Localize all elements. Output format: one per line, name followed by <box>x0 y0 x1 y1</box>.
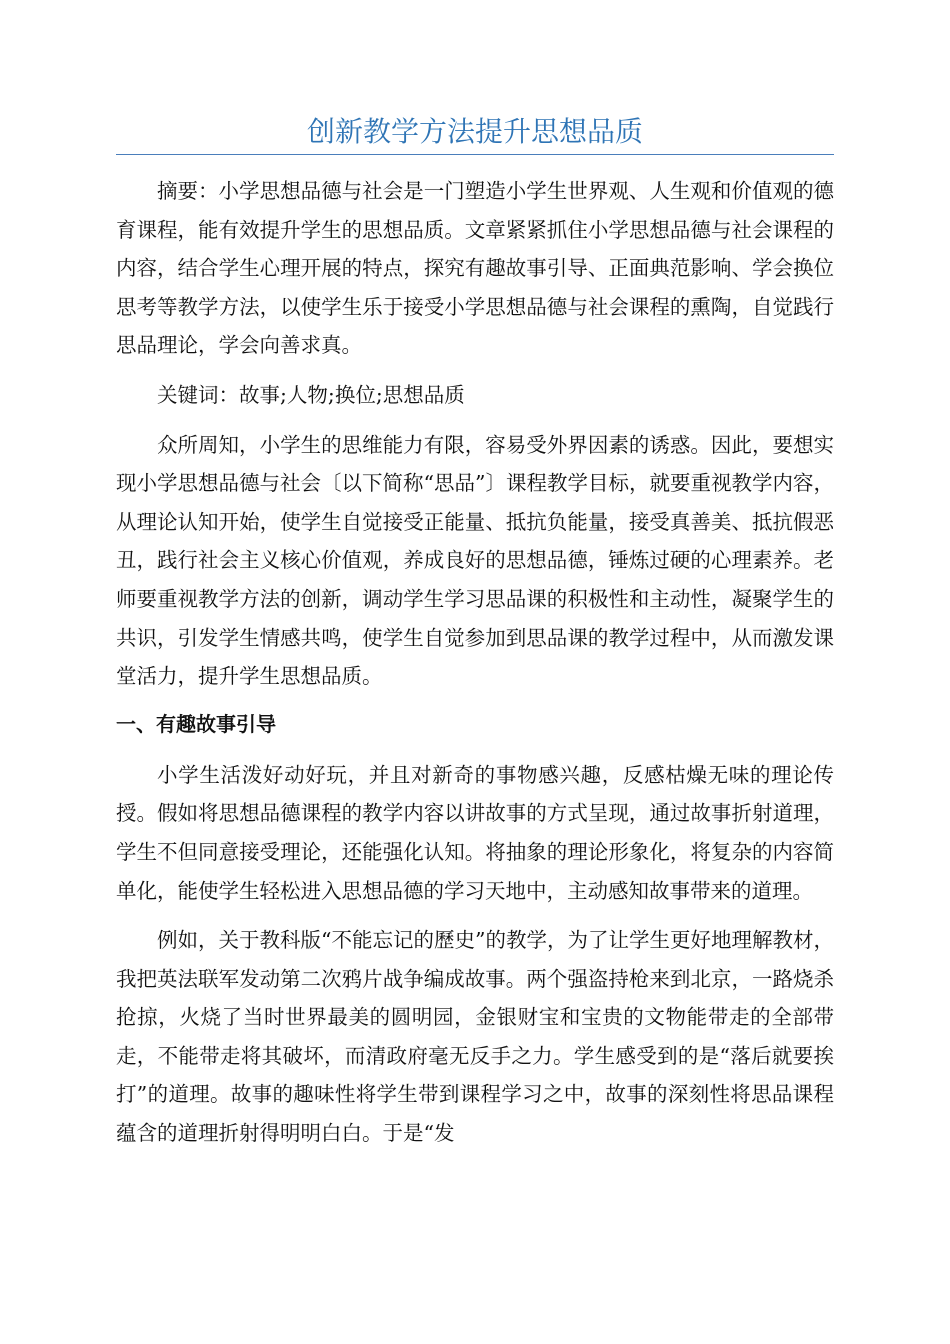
document-title: 创新教学方法提升思想品质 <box>306 115 643 148</box>
document-body <box>116 172 834 1164</box>
abstract-paragraph: 摘要：小学思想品德与社会是一门塑造小学生世界观、人生观和价值观的德育课程，能有效提升学生的思想品质。文章紧紧抓住小学思想品德与社会课程的内容，结合学生心理开展的特点，探究有趣故事引导、正面典范影响、学会换位思考等教学方法，以使学生乐于接受小学思想品德与社会课程的熏陶，自觉践行思品理论，学会向善求真。 <box>116 179 834 358</box>
section-paragraph: 例如，关于教科版“不能忘记的歷史”的教学，为了让学生更好地理解教材，我把英法联军发动第二次鸦片战争编成故事。两个强盗持枪来到北京，一路烧杀抢掠，火烧了当时世界最美的圆明园，金银财宝和宝贵的文物能带走的全部带走，不能带走将其破坏，而清政府毫无反手之力。学生感受到的是“落后就要挨打”的道理。故事的趣味性将学生带到课程学习之中，故事的深刻性将思品课程蕴含的道理折射得明明白白。于是“发 <box>116 928 834 1146</box>
title-underline <box>116 154 834 155</box>
intro-paragraph: 众所周知，小学生的思维能力有限，容易受外界因素的诱惑。因此，要想实现小学思想品德与社会〔以下简称“思品”〕课程教学目标，就要重视教学内容，从理论认知开始，使学生自觉接受正能量、抵抗负能量，接受真善美、抵抗假恶丑，践行社会主义核心价值观，养成良好的思想品德，锤炼过硬的心理素养。老师要重视教学方法的创新，调动学生学习思品课的积极性和主动性，凝聚学生的共识，引发学生情感共鸣，使学生自觉参加到思品课的教学过程中，从而激发课堂活力，提升学生思想品质。 <box>116 432 834 689</box>
section-paragraph: 小学生活泼好动好玩，并且对新奇的事物感兴趣，反感枯燥无味的理论传授。假如将思想品德课程的教学内容以讲故事的方式呈现，通过故事折射道理，学生不但同意接受理论，还能强化认知。将抽象的理论形象化，将复杂的内容简单化，能使学生轻松进入思想品德的学习天地中，主动感知故事带来的道理。 <box>116 762 834 903</box>
section-heading: 一、有趣故事引导 <box>116 711 276 736</box>
keywords-paragraph: 关键词：故事;人物;换位;思想品质 <box>157 382 465 407</box>
